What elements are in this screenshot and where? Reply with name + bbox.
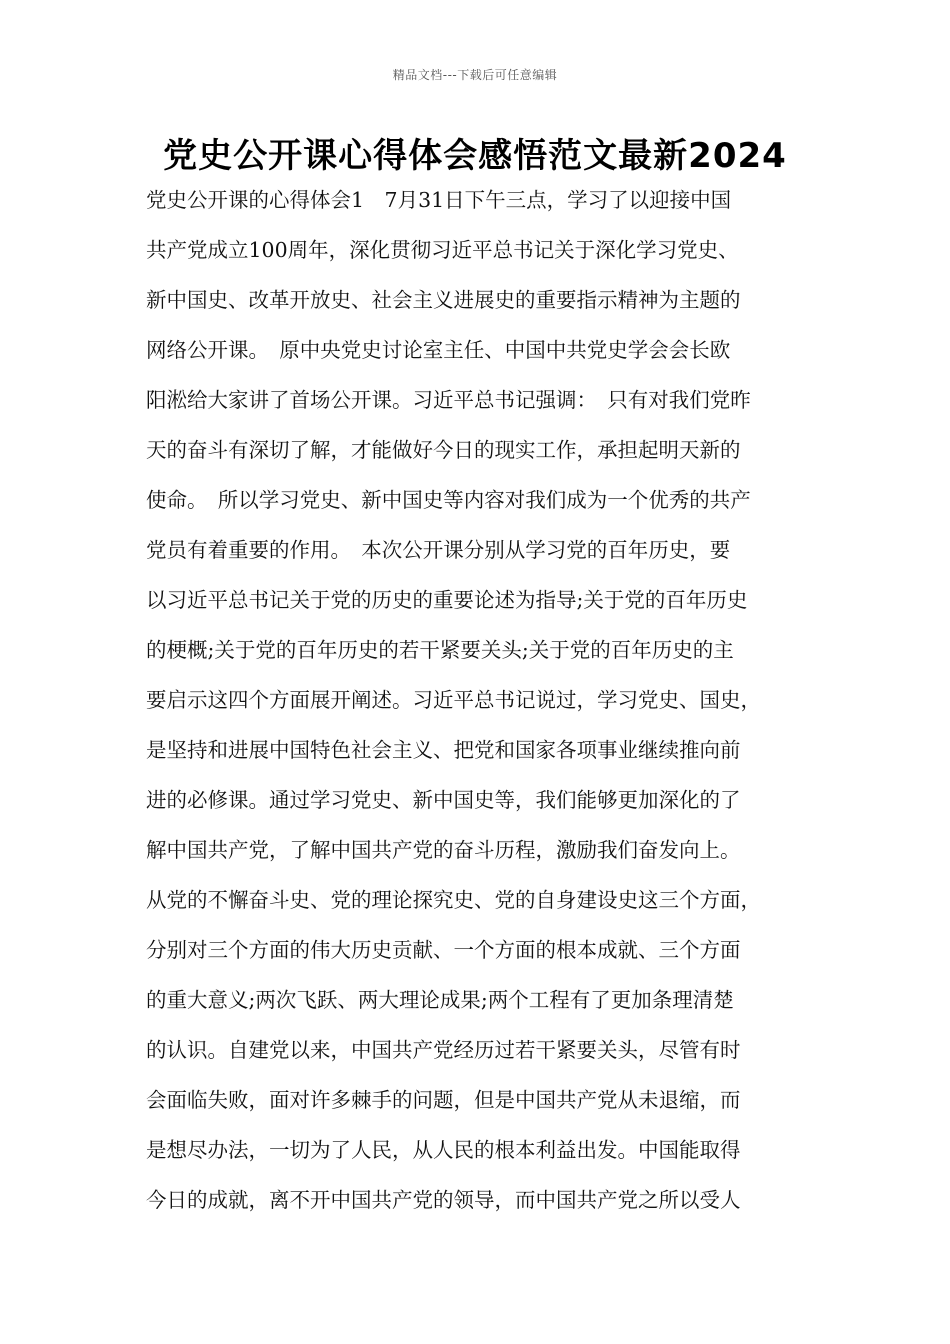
- body-line: 使命。 所以学习党史、新中国史等内容对我们成为一个优秀的共产: [146, 488, 751, 512]
- body-line: 分别对三个方面的伟大历史贡献、一个方面的根本成就、三个方面: [146, 938, 741, 962]
- body-line: 新中国史、改革开放史、社会主义进展史的重要指示精神为主题的: [146, 288, 741, 312]
- body-line: 要启示这四个方面展开阐述。习近平总书记说过，学习党史、国史，: [146, 688, 761, 712]
- body-line: 阳淞给大家讲了首场公开课。习近平总书记强调： 只有对我们党昨: [146, 388, 751, 412]
- document-title: 党史公开课心得体会感悟范文最新2024: [163, 136, 787, 176]
- body-line: 党史公开课的心得体会1 7月31日下午三点，学习了以迎接中国: [146, 188, 732, 212]
- body-line: 的重大意义;两次飞跃、两大理论成果;两个工程有了更加条理清楚: [146, 988, 734, 1012]
- body-line: 共产党成立100周年，深化贯彻习近平总书记关于深化学习党史、: [146, 238, 739, 262]
- body-line: 的认识。自建党以来，中国共产党经历过若干紧要关头，尽管有时: [146, 1038, 741, 1062]
- body-line: 是想尽办法，一切为了人民，从人民的根本利益出发。中国能取得: [146, 1138, 741, 1162]
- body-line: 会面临失败，面对许多棘手的问题，但是中国共产党从未退缩，而: [146, 1088, 741, 1112]
- body-line: 以习近平总书记关于党的历史的重要论述为指导;关于党的百年历史: [146, 588, 748, 612]
- body-line: 是坚持和进展中国特色社会主义、把党和国家各项事业继续推向前: [146, 738, 741, 762]
- body-text: [146, 180, 826, 1230]
- body-line: 从党的不懈奋斗史、党的理论探究史、党的自身建设史这三个方面，: [146, 888, 761, 912]
- body-line: 解中国共产党，了解中国共产党的奋斗历程，激励我们奋发向上。: [146, 838, 741, 862]
- body-line: 进的必修课。通过学习党史、新中国史等，我们能够更加深化的了: [146, 788, 741, 812]
- body-line: 网络公开课。 原中央党史讨论室主任、中国中共党史学会会长欧: [146, 338, 731, 362]
- body-line: 党员有着重要的作用。 本次公开课分别从学习党的百年历史，要: [146, 538, 731, 562]
- body-line: 天的奋斗有深切了解，才能做好今日的现实工作，承担起明天新的: [146, 438, 741, 462]
- body-line: 的梗概;关于党的百年历史的若干紧要关头;关于党的百年历史的主: [146, 638, 734, 662]
- body-line: 今日的成就，离不开中国共产党的领导，而中国共产党之所以受人: [146, 1188, 741, 1212]
- header-note: 精品文档---下载后可任意编辑: [392, 68, 558, 82]
